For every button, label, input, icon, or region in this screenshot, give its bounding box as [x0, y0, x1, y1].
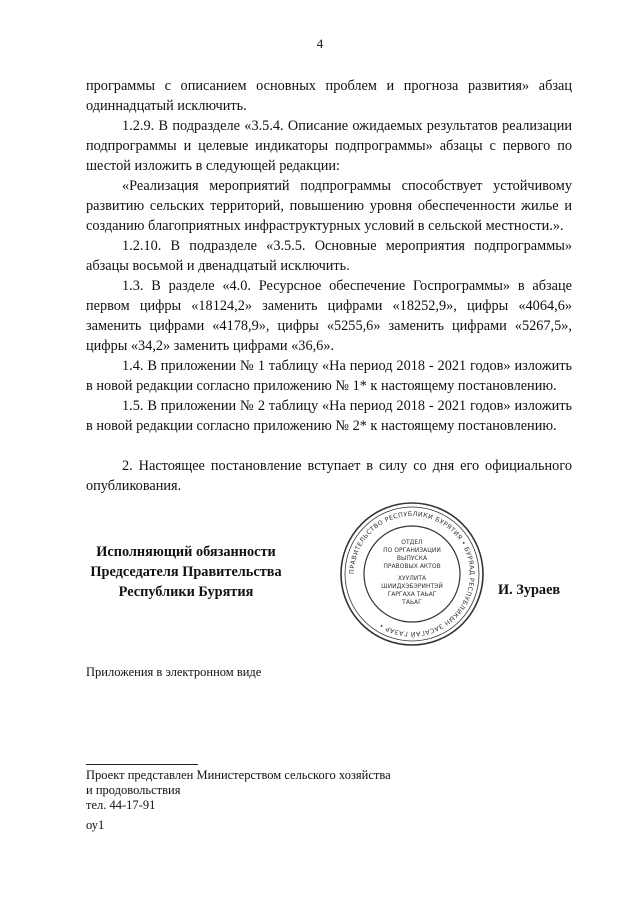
paragraph-quote: «Реализация мероприятий подпрограммы способствует устойчивому развитию сельских территорий, повышению уровня обеспеченности жилье и созданию благоприятных инфраструктурных условий в сельской местности.».: [86, 178, 572, 234]
paragraph-2: 2. Настоящее постановление вступает в силу со дня его официального опубликования.: [86, 458, 572, 494]
official-seal: [338, 500, 486, 648]
paragraph-1-2-9: 1.2.9. В подразделе «3.5.4. Описание ожидаемых результатов реализации подпрограммы и целевые индикаторы подпрограммы» абзацы с первого по шестой изложить в следующей редакции:: [86, 118, 572, 174]
paragraph-1-5: 1.5. В приложении № 2 таблицу «На период 2018 - 2021 годов» изложить в новой редакции согласно приложению № 2* к настоящему постановлению.: [86, 398, 572, 434]
document-body: [86, 76, 572, 496]
seal-line-7: ГАРГАХА ТАЬАГ: [387, 591, 437, 598]
seal-line-8: ТАЬАГ: [402, 599, 422, 606]
paragraph-1-3: 1.3. В разделе «4.0. Ресурсное обеспечение Госпрограммы» в абзаце первом цифры «18124,2» заменить цифрами «18252,9», цифры «4064,6» заменить цифрами «4178,9», цифры «5255,6» заменить цифрами «5267,5», цифры «34,2» заменить цифрами «36,6».: [86, 278, 572, 354]
footer-divider: [86, 764, 198, 765]
signatory-name: И. Зураев: [498, 582, 561, 598]
paragraph-1-2-10: 1.2.10. В подразделе «3.5.5. Основные мероприятия подпрограммы» абзацы восьмой и двенадцатый исключить.: [86, 238, 572, 274]
page-number: 4: [316, 36, 324, 51]
seal-line-5: ХУУЛИТА: [397, 575, 427, 582]
paragraph-continuation: программы с описанием основных проблем и прогноза развития» абзац одиннадцатый исключить.: [86, 78, 572, 114]
signatory-position: [86, 542, 286, 602]
executor-code: оу1: [86, 818, 105, 832]
footer-line-1: Проект представлен Министерством сельского хозяйства: [86, 768, 391, 782]
footer-note: [86, 768, 391, 813]
seal-ring-text: ПРАВИТЕЛЬСТВО РЕСПУБЛИКИ БУРЯТИЯ • БУРЯАД РЕСПУБЛИКЫН ЗАСАГАЙ ГАЗАР •: [348, 510, 476, 638]
paragraph-1-4: 1.4. В приложении № 1 таблицу «На период 2018 - 2021 годов» изложить в новой редакции согласно приложению № 1* к настоящему постановлению.: [86, 358, 572, 394]
seal-line-3: ВЫПУСКА: [396, 555, 428, 562]
position-line-2: Председателя Правительства: [90, 564, 282, 580]
position-line-1: Исполняющий обязанности: [96, 544, 276, 560]
seal-line-2: ПО ОРГАНИЗАЦИИ: [383, 547, 441, 554]
seal-line-1: ОТДЕЛ: [401, 539, 423, 546]
seal-line-4: ПРАВОВЫХ АКТОВ: [383, 563, 441, 570]
seal-line-6: ШИИДХЭБЭРИНТЭЙ: [381, 583, 443, 590]
position-line-3: Республики Бурятия: [118, 584, 254, 600]
appendix-note: Приложения в электронном виде: [86, 665, 262, 679]
footer-phone: тел. 44-17-91: [86, 798, 156, 812]
footer-line-2: и продовольствия: [86, 783, 181, 797]
